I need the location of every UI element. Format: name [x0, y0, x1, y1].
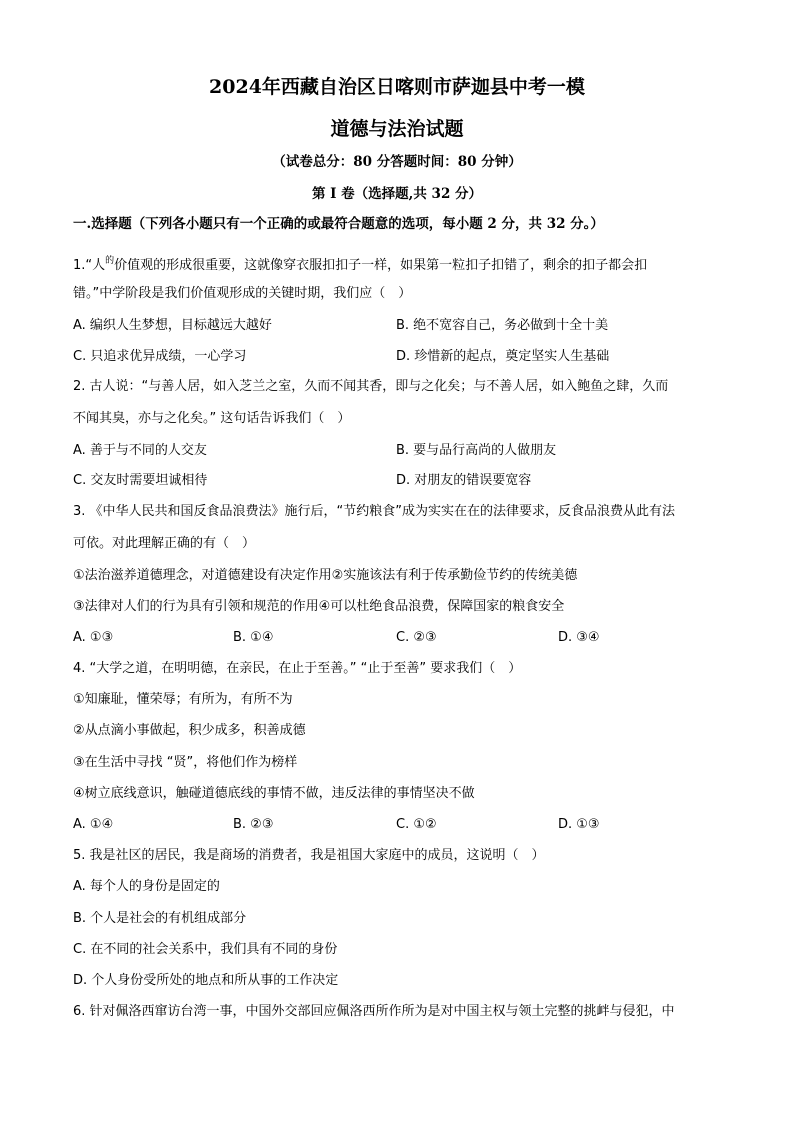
question-4-option-c: C. ①② [396, 817, 437, 832]
question-2-option-a: A. 善于与不同的人交友 [73, 443, 207, 458]
question-2-option-c: C. 交友时需要坦诚相待 [73, 473, 208, 488]
question-1-line-1 [73, 252, 723, 275]
exam-title: 2024年西藏自治区日喀则市萨迦县中考一模 [209, 76, 585, 98]
question-4-option-a: A. ①④ [73, 817, 114, 832]
question-4-item-4: ④树立底线意识，触碰道德底线的事情不做，违反法律的事情坚决不做 [73, 786, 475, 801]
question-3-line-1: 3. 《中华人民共和国反食品浪费法》施行后，“节约粮食”成为实实在在的法律要求，反食品浪费从此有法 [73, 504, 676, 519]
question-2-option-d: D. 对朋友的错误要宽容 [396, 473, 532, 488]
question-2-line-1: 2. 古人说：“与善人居，如入芝兰之室，久而不闻其香，即与之化矣；与不善人居，如入鲍鱼之肆，久而 [73, 379, 669, 394]
question-5-option-d: D. 个人身份受所处的地点和所从事的工作决定 [73, 973, 339, 988]
question-1-option-c: C. 只追求优异成绩，一心学习 [73, 349, 247, 364]
question-1-line-2: 错。”中学阶段是我们价值观形成的关键时期，我们应（ ） [73, 286, 412, 301]
question-5-line-1: 5. 我是社区的居民，我是商场的消费者，我是祖国大家庭中的成员，这说明（ ） [73, 848, 545, 863]
question-4-item-3: ③在生活中寻找 “贤”，将他们作为榜样 [73, 755, 298, 770]
question-1-text-b: 价值观的形成很重要，这就像穿衣服扣扣子一样，如果第一粒扣子扣错了，剩余的扣子都会扣 [114, 258, 648, 273]
question-5-option-c: C. 在不同的社会关系中，我们具有不同的身份 [73, 942, 338, 957]
question-3-line-4: ③法律对人们的行为具有引领和规范的作用④可以杜绝食品浪费，保障国家的粮食安全 [73, 599, 565, 614]
question-4-line-1: 4. “大学之道，在明明德，在亲民，在止于至善。” “止于至善” 要求我们（ ） [73, 661, 522, 676]
question-6-line-1: 6. 针对佩洛西窜访台湾一事，中国外交部回应佩洛西所作所为是对中国主权与领土完整的挑衅与侵犯，中 [73, 1004, 675, 1019]
question-1-option-b: B. 绝不宽容自己，务必做到十全十美 [396, 318, 609, 333]
volume-heading: 第 I 卷（选择题,共 32 分） [311, 186, 483, 202]
exam-meta: （试卷总分：80 分答题时间：80 分钟） [272, 154, 522, 170]
question-1-text-a: 1.“人 [73, 258, 106, 273]
exam-subtitle: 道德与法治试题 [330, 118, 464, 140]
question-4-option-b: B. ②③ [233, 817, 274, 832]
question-4-item-1: ①知廉耻，懂荣辱；有所为，有所不为 [73, 692, 293, 707]
question-1-option-a: A. 编织人生梦想，目标越远大越好 [73, 318, 272, 333]
question-3-option-b: B. ①④ [233, 630, 274, 645]
question-4-item-2: ②从点滴小事做起，积少成多，积善成德 [73, 723, 306, 738]
question-1-superscript: 的 [105, 256, 115, 266]
question-5-option-a: A. 每个人的身份是固定的 [73, 879, 220, 894]
question-5-option-b: B. 个人是社会的有机组成部分 [73, 911, 247, 926]
question-3-line-2: 可依。对此理解正确的有（ ） [73, 536, 256, 551]
question-3-option-d: D. ③④ [558, 630, 600, 645]
question-4-option-d: D. ①③ [558, 817, 600, 832]
question-3-option-a: A. ①③ [73, 630, 114, 645]
question-3-line-3: ①法治滋养道德理念，对道德建设有决定作用②实施该法有利于传承勤俭节约的传统美德 [73, 568, 578, 583]
section-heading: 一.选择题（下列各小题只有一个正确的或最符合题意的选项，每小题 2 分，共 32 分。） [73, 216, 604, 232]
question-2-option-b: B. 要与品行高尚的人做朋友 [396, 443, 557, 458]
question-3-option-c: C. ②③ [396, 630, 437, 645]
question-2-line-2: 不闻其臭，亦与之化矣。” 这句话告诉我们（ ） [73, 411, 351, 426]
question-1-option-d: D. 珍惜新的起点，奠定坚实人生基础 [396, 349, 610, 364]
